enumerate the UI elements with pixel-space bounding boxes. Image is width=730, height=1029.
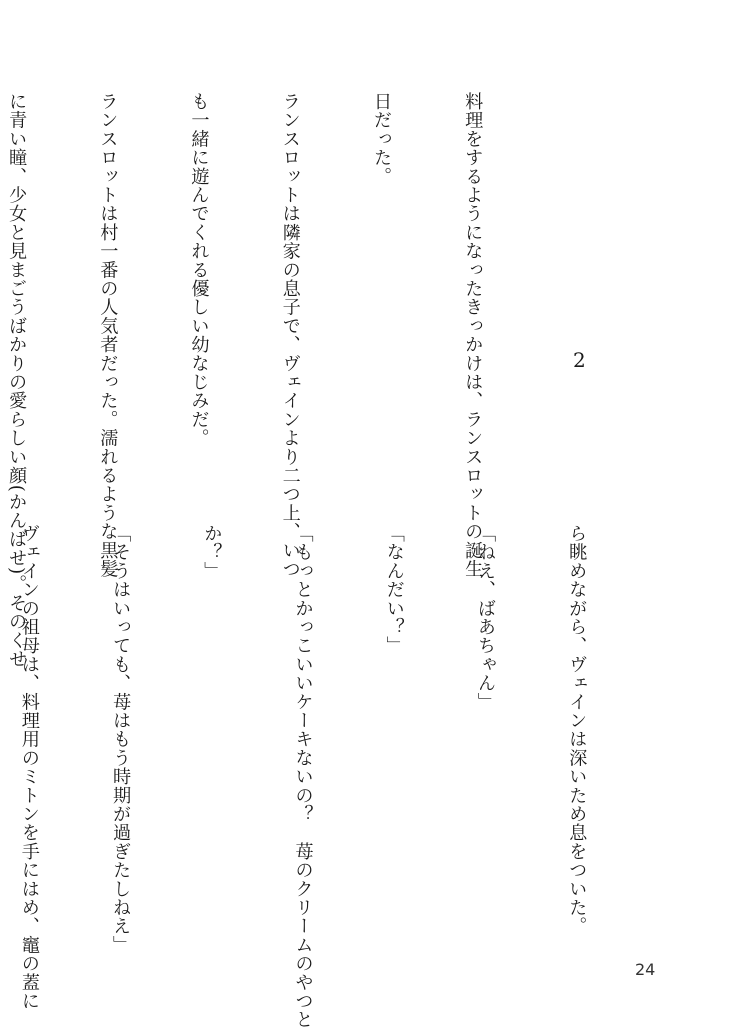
- text-line: 料理をするようになったきっかけは、ランスロットの誕生: [462, 92, 484, 579]
- text-line: 「なんだい？」: [383, 524, 405, 655]
- text-line: 「もっとかっこいいケーキないの？ 苺のクリームのやつと: [292, 524, 314, 1029]
- text-line: も一緒に遊んでくれる優しい幼なじみだ。: [188, 92, 210, 448]
- text-line: ヴェインの祖母は、料理用のミトンを手にはめ、竈の蓋に: [18, 524, 40, 1011]
- text-line: ら眺めながら、ヴェインは深いため息をついた。: [566, 524, 588, 936]
- text-line: ランスロットは村一番の人気者だった。濡れるような黒髪: [97, 92, 119, 579]
- text-line: 「そうはいっても、苺はもう時期が過ぎたしねえ」: [110, 524, 132, 955]
- text-line: 日だった。: [370, 92, 392, 186]
- text-line: に青い瞳、少女と見まごうばかりの愛らしい顔(かんばせ)。そのくせ: [6, 92, 28, 669]
- text-line: ランスロットは隣家の息子で、ヴェインより二つ上、いつ: [279, 92, 301, 579]
- text-line: か？」: [201, 524, 223, 581]
- page-number: 24: [635, 960, 656, 979]
- text-line: 「ねえ、ばあちゃん」: [474, 524, 496, 711]
- chapter-number: 2: [573, 348, 586, 372]
